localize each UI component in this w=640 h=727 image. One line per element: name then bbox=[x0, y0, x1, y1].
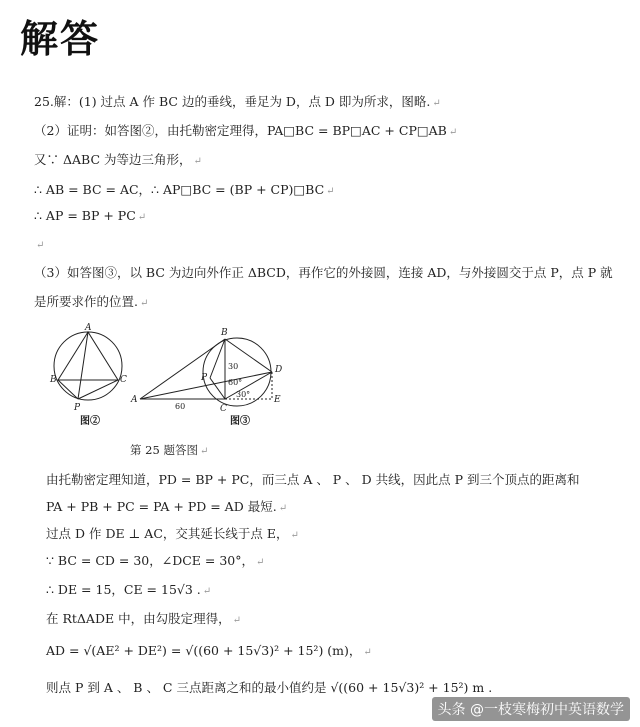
answer-line-15: 则点 P 到 A 、 B 、 C 三点距离之和的最小值约是 √((60 + 15√3)² + 15²) m . bbox=[46, 680, 493, 695]
answer-line-12: ∴ DE = 15，CE = 15√3 . ↵ bbox=[46, 582, 212, 597]
answer-line-9: PA + PB + PC = PA + PD = AD 最短. ↵ bbox=[46, 499, 288, 514]
fig3-num-30: 30 bbox=[228, 362, 239, 371]
answer-line-1: 25.解：(1) 过点 A 作 BC 边的垂线，垂足为 D，点 D 即为所求，图略. ↵ bbox=[34, 94, 441, 109]
fig3-caption: 图③ bbox=[230, 416, 250, 427]
fig3-angle-60: 60° bbox=[228, 378, 243, 387]
fig2-line-bp bbox=[58, 380, 78, 399]
answer-line-11: ∵ BC = CD = 30，∠DCE = 30°， ↵ bbox=[46, 553, 265, 568]
page-title: 解答 bbox=[20, 17, 101, 61]
fig3-label-p: P bbox=[201, 373, 208, 383]
fig2-caption: 图② bbox=[80, 416, 100, 427]
fig3-label-c: C bbox=[220, 404, 227, 414]
answer-line-4: ∴ AB = BC = AC，∴ AP□BC = (BP + CP)□BC ↵ bbox=[34, 182, 335, 197]
fig2-label-p: P bbox=[74, 403, 81, 413]
fig3-label-a: A bbox=[131, 395, 138, 405]
watermark: 头条 @一枝寒梅初中英语数学 bbox=[432, 697, 630, 721]
fig3-label-b: B bbox=[221, 328, 228, 338]
answer-line-3: 又∵ ΔABC 为等边三角形， ↵ bbox=[34, 152, 202, 167]
fig2-circle bbox=[54, 332, 122, 400]
blank-line: ↵ bbox=[36, 240, 45, 251]
fig3-angle-30: 30° bbox=[236, 390, 251, 399]
fig2-label-b: B bbox=[50, 375, 57, 385]
fig3-label-d: D bbox=[275, 365, 283, 375]
fig3-num-60: 60 bbox=[175, 402, 186, 411]
fig2-line-ap bbox=[78, 332, 88, 399]
fig2-label-a: A bbox=[85, 323, 92, 333]
answer-line-14: AD = √(AE² + DE²) = √((60 + 15√3)² + 15²) (m)， ↵ bbox=[46, 643, 372, 658]
figure-caption: 第 25 题答图 ↵ bbox=[130, 443, 209, 457]
fig2-label-c: C bbox=[120, 375, 127, 385]
answer-line-13: 在 RtΔADE 中，由勾股定理得， ↵ bbox=[46, 611, 241, 626]
figure-svg bbox=[40, 322, 310, 434]
answer-figure bbox=[40, 322, 310, 434]
answer-line-6: （3）如答图③，以 BC 为边向外作正 ΔBCD，再作它的外接圆，连接 AD，与外接圆交于点 P，点 P 就 bbox=[34, 265, 613, 280]
fig3-label-e: E bbox=[274, 395, 281, 405]
answer-line-8: 由托勒密定理知道，PD = BP + PC，而三点 A 、 P 、 D 共线，因此点 P 到三个顶点的距离和 bbox=[46, 472, 580, 487]
answer-line-5: ∴ AP = BP + PC ↵ bbox=[34, 208, 147, 223]
answer-line-7: 是所要求作的位置. ↵ bbox=[34, 294, 149, 309]
answer-line-10: 过点 D 作 DE ⊥ AC，交其延长线于点 E， ↵ bbox=[46, 526, 299, 541]
answer-line-2: （2）证明：如答图②，由托勒密定理得，PA□BC = BP□AC + CP□AB ↵ bbox=[34, 123, 458, 138]
